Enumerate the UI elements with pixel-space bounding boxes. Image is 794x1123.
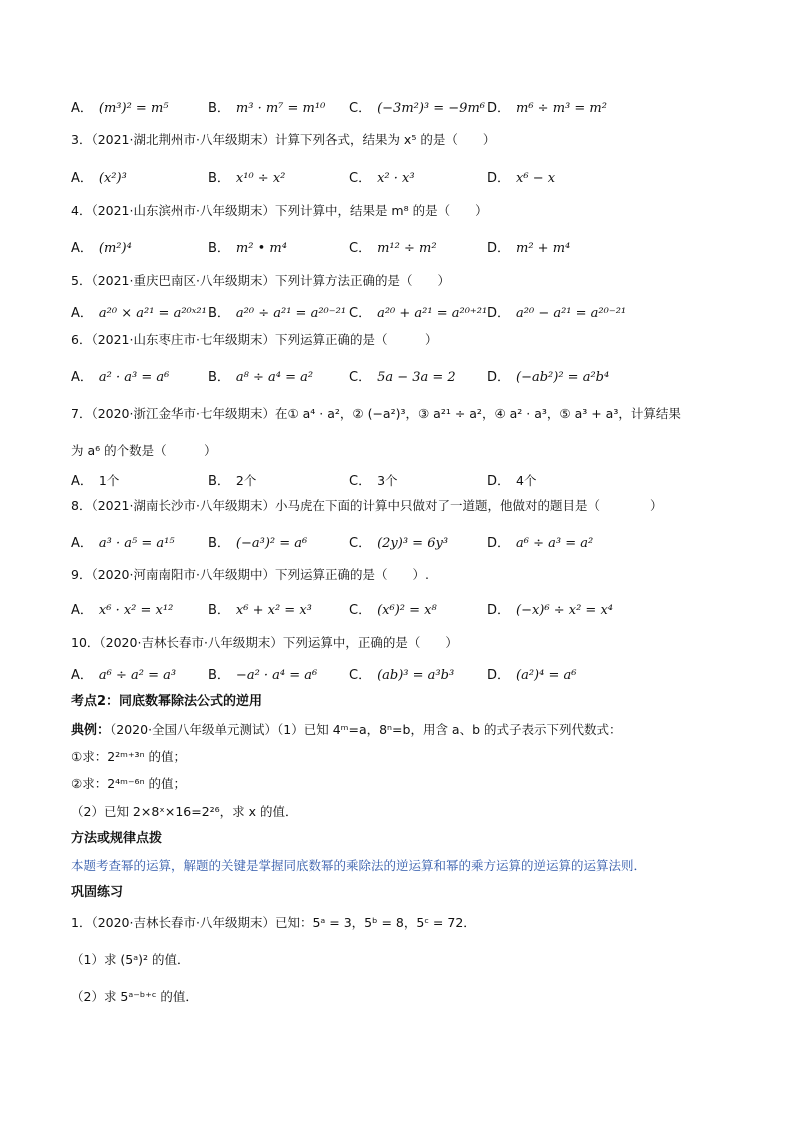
question-stem: 10．（2020·吉林长春市·八年级期末）下列运算中，正确的是（ ） [71, 635, 458, 650]
question-stem-continued: 为 a⁶ 的个数是（ ） [71, 443, 217, 458]
options-row [71, 302, 731, 322]
option-b: B． m³ · m⁷ = m¹⁰ [208, 101, 326, 116]
option-c: C． a²⁰ + a²¹ = a²⁰⁺²¹ [349, 306, 488, 321]
options-row [71, 599, 731, 619]
option-d: D． a²⁰ − a²¹ = a²⁰⁻²¹ [487, 306, 627, 321]
option-d: D． a⁶ ÷ a³ = a² [487, 536, 594, 551]
option-a: A． a⁶ ÷ a² = a³ [71, 668, 177, 683]
option-d: D． x⁶ − x [487, 171, 556, 186]
question-stem: 7．（2020·浙江金华市·七年级期末）在① a⁴ · a²，② (−a²)³，③ a²¹ ÷ a²，④ a² · a³，⑤ a³ + a³，计算结果 [71, 406, 681, 421]
example-title: 典例： [71, 723, 111, 738]
option-c: C． (ab)³ = a³b³ [349, 668, 455, 683]
option-d: D． m² + m⁴ [487, 241, 571, 256]
options-row [71, 167, 731, 187]
option-d: D． (−ab²)² = a²b⁴ [487, 370, 610, 385]
options-row-top [71, 97, 731, 117]
options-row [71, 366, 731, 386]
option-a: A． a² · a³ = a⁶ [71, 370, 170, 385]
option-a: A． x⁶ · x² = x¹² [71, 603, 174, 618]
option-c: C． (x⁶)² = x⁸ [349, 603, 437, 618]
example-item-1: ①求：2²ᵐ⁺³ⁿ 的值； [71, 749, 187, 764]
practice-heading: 巩固练习 [71, 885, 124, 900]
option-b: B． a²⁰ ÷ a²¹ = a²⁰⁻²¹ [208, 306, 347, 321]
question-stem: 9．（2020·河南南阳市·八年级期中）下列运算正确的是（ ）. [71, 567, 429, 582]
option-c: C． (−3m²)³ = −9m⁶ [349, 101, 485, 116]
option-b: B． −a² · a⁴ = a⁶ [208, 668, 318, 683]
method-heading: 方法或规律点拨 [71, 831, 163, 846]
practice-question: 1．（2020·吉林长春市·八年级期末）已知：5ᵃ = 3，5ᵇ = 8，5ᶜ = 72． [71, 915, 476, 930]
option-c: C． 3个 [349, 473, 398, 489]
options-row [71, 470, 731, 490]
option-b: B． x⁶ + x² = x³ [208, 603, 312, 618]
option-d: D． m⁶ ÷ m³ = m² [487, 101, 607, 116]
example-line [71, 721, 622, 740]
question-stem: 6．（2021·山东枣庄市·七年级期末）下列运算正确的是（ ） [71, 332, 438, 347]
option-b: B． x¹⁰ ÷ x² [208, 171, 286, 186]
practice-subquestion-1: （1）求 (5ᵃ)² 的值． [71, 952, 190, 967]
question-stem: 3．（2021·湖北荆州市·八年级期末）计算下列各式，结果为 x⁵ 的是（ ） [71, 132, 496, 147]
example-text: （2020·全国八年级单元测试）（1）已知 4ᵐ=a，8ⁿ=b，用含 a、b 的式子表示下列代数式： [110, 722, 622, 737]
option-a: A． a³ · a⁵ = a¹⁵ [71, 536, 175, 551]
option-b: B． m² • m⁴ [208, 241, 287, 256]
option-a: A． (m³)² = m⁵ [71, 101, 169, 116]
option-c: C． m¹² ÷ m² [349, 241, 437, 256]
option-b: B． a⁸ ÷ a⁴ = a² [208, 370, 314, 385]
option-b: B． 2个 [208, 473, 257, 489]
option-a: A． (m²)⁴ [71, 241, 132, 256]
option-d: D． 4个 [487, 473, 537, 489]
option-d: D． (−x)⁶ ÷ x² = x⁴ [487, 603, 613, 618]
option-c: C． x² · x³ [349, 171, 415, 186]
option-d: D． (a²)⁴ = a⁶ [487, 668, 577, 683]
options-row [71, 237, 731, 257]
option-c: C． (2y)³ = 6y³ [349, 536, 449, 551]
practice-subquestion-2: （2）求 5ᵃ⁻ᵇ⁺ᶜ 的值． [71, 989, 198, 1004]
question-stem: 5．（2021·重庆巴南区·八年级期末）下列计算方法正确的是（ ） [71, 273, 450, 288]
question-stem: 4．（2021·山东滨州市·八年级期末）下列计算中，结果是 m⁸ 的是（ ） [71, 203, 488, 218]
option-b: B． (−a³)² = a⁶ [208, 536, 308, 551]
method-text: 本题考查幂的运算，解题的关键是掌握同底数幂的乘除法的逆运算和幂的乘方运算的逆运算的运算法则． [71, 858, 647, 873]
example-item-3: （2）已知 2×8ˣ×16=2²⁶，求 x 的值． [71, 804, 298, 819]
options-row [71, 532, 731, 552]
example-item-2: ②求：2⁴ᵐ⁻⁶ⁿ 的值； [71, 776, 187, 791]
option-c: C． 5a − 3a = 2 [349, 370, 456, 385]
option-a: A． (x²)³ [71, 171, 127, 186]
option-a: A． 1个 [71, 473, 120, 489]
question-stem: 8．（2021·湖南长沙市·八年级期末）小马虎在下面的计算中只做对了一道题，他做对的题目是（ ） [71, 498, 663, 513]
section-heading: 考点2：同底数幂除法公式的逆用 [71, 694, 263, 709]
option-a: A． a²⁰ × a²¹ = a²⁰ˣ²¹ [71, 306, 207, 321]
options-row [71, 664, 731, 684]
